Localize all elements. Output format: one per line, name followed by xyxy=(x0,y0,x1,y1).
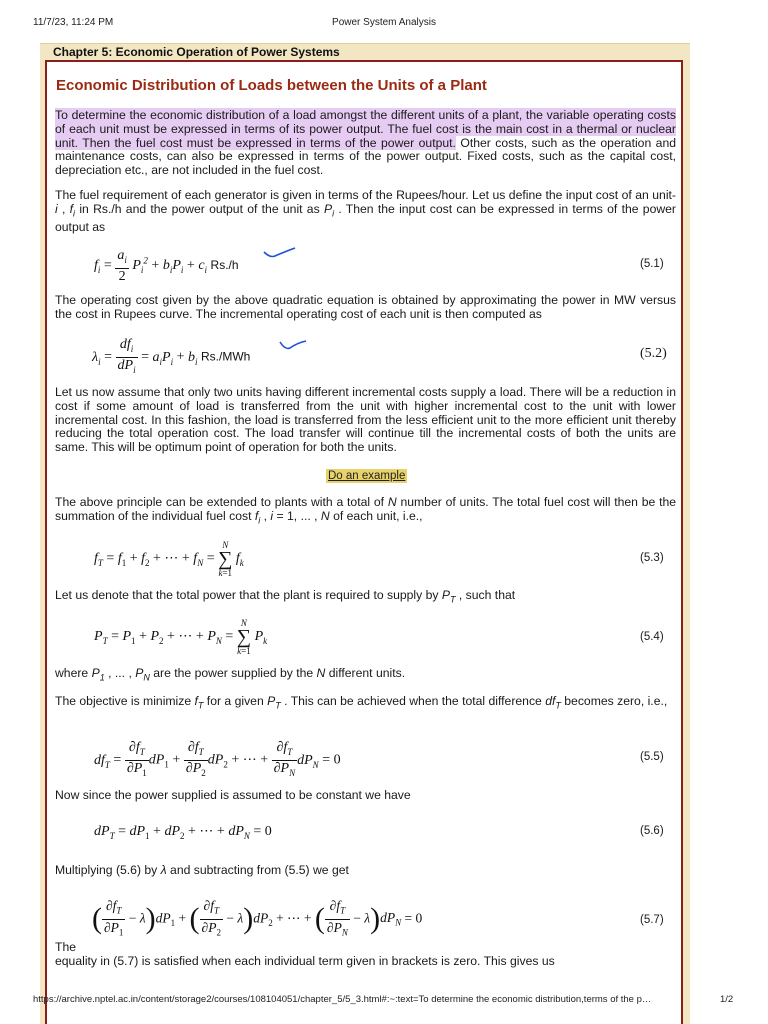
equation-5-2: $\lambda_i$ = $\frac{df_i}{dP_i}$ = $a_iP_i + b_i$ Rs./MWh xyxy=(92,337,251,375)
chapter-bar xyxy=(40,43,690,60)
intro-rest: Other costs, such as the operation and maintenance costs, can also be expressed in terms of the power output. Fixed costs, such as the capital cost, depreciation etc., are not included in the fuel cost. xyxy=(55,135,676,178)
equation-5-4: $P_T = P_1 + P_2$ + ⋯ + $P_N$ = N ∑ k=1 $P_k$ xyxy=(94,618,268,656)
equation-5-5-number: (5.5) xyxy=(640,751,664,763)
constant-power-paragraph: Now since the power supplied is assumed to be constant we have xyxy=(55,788,411,802)
operating-cost-paragraph: The operating cost given by the above quadratic equation is obtained by approximating the power in MW versus the cost in Rupees curve. The incremental operating cost of each unit is then computed as xyxy=(55,293,676,321)
print-date: 11/7/23, 11:24 PM xyxy=(33,17,114,28)
equality-paragraph: equality in (5.7) is satisfied when each individual term given in brackets is zero. This gives us xyxy=(55,954,555,968)
equation-5-3-number: (5.3) xyxy=(640,552,664,564)
print-title: Power System Analysis xyxy=(332,17,436,28)
where-paragraph: where $P_1$ , ... , $P_N$ are the power supplied by the N different units. xyxy=(55,666,406,683)
do-an-example-link[interactable]: Do an example xyxy=(328,470,406,482)
chapter-title: Chapter 5: Economic Operation of Power Systems xyxy=(53,45,340,59)
two-units-paragraph: Let us now assume that only two units having different incremental costs supply a load. There will be a reduction in cost if some amount of load is transferred from the unit with higher incremental cost to the unit with lower incremental cost. In this fashion, the load is transferred from the less efficient unit to the more efficient unit thereby reducing the total operation cost. The load transfer will continue till the incremental costs of both the units are same. This will be optimum point of operation for both the units. xyxy=(55,385,676,455)
equation-5-6: $dP_T = dP_1 + dP_2$ + ⋯ + $dP_N = 0$ xyxy=(94,824,272,841)
section-title: Economic Distribution of Loads between the Units of a Plant xyxy=(56,77,487,94)
equation-5-1: $f_i$ = $\frac{a_i}{2}$ $P_i^2 + b_iP_i + c_i$ Rs./h xyxy=(94,248,239,284)
page-number: 1/2 xyxy=(720,994,734,1005)
objective-paragraph: The objective is minimize $f_T$ for a given $P_T$ . This can be achieved when the total difference $df_T$ becomes zero, i.e., xyxy=(55,694,668,711)
equation-5-7: ( $\frac{\partial f_T}{\partial P_1}$ − $\lambda)dP_1$ + ( $\frac{\partial f_T}{\partial P_2}$ − $\lambda)dP_2$ + ⋯ + ( $\frac{\partial f_T}{\partial P_N}$ − $\lambda)dP_N = 0$ xyxy=(92,898,423,938)
equation-5-2-unit: Rs./MWh xyxy=(201,349,251,364)
equation-5-4-number: (5.4) xyxy=(640,631,664,643)
equation-5-5: $df_T$ = $\frac{\partial f_T}{\partial P_1}$ $dP_1$ + $\frac{\partial f_T}{\partial P_2}$ $dP_2$ + ⋯ + $\frac{\partial f_T}{\partial P_N}$ $dP_N = 0$ xyxy=(94,740,341,778)
ink-checkmark-1 xyxy=(262,246,298,262)
intro-paragraph xyxy=(55,109,676,178)
equation-5-1-number: (5.1) xyxy=(640,258,664,270)
multiplying-paragraph: Multiplying (5.6) by λ and subtracting from (5.5) we get xyxy=(55,863,349,877)
equation-5-6-number: (5.6) xyxy=(640,825,664,837)
equality-label: The xyxy=(55,940,77,954)
equation-5-3: $f_T = f_1 + f_2$ + ⋯ + $f_N$ = N ∑ k=1 $f_k$ xyxy=(94,540,244,578)
equation-5-2-number: (5.2) xyxy=(640,346,667,361)
total-power-paragraph: Let us denote that the total power that the plant is required to supply by $P_T$ , such that xyxy=(55,588,516,605)
extension-paragraph: The above principle can be extended to plants with a total of N number of units. The total fuel cost will then be the summation of the individual fuel cost $f_i$ , i = 1, ... , N of each unit, i.e., xyxy=(55,495,677,526)
footer-url[interactable]: https://archive.nptel.ac.in/content/storage2/courses/108104051/chapter_5/5_3.html#:~:text=To determine the economic distribution,terms of the p… xyxy=(33,994,652,1005)
highlighted-text[interactable]: To determine the economic distribution of a load amongst the different units of a plant, the variable operating costs of each unit must be expressed in terms of its power output. The fuel cost is the main cost in a thermal or nuclear unit. Then the fuel cost must be expressed in terms of the power output. xyxy=(55,108,676,150)
fuel-requirement-paragraph: The fuel requirement of each generator is given in terms of the Rupees/hour. Let us define the input cost of an unit- i , $f_i$ in Rs./h and the power output of the unit as $P_i$ . Then the input cost can be expressed in terms of the power output as xyxy=(55,188,676,235)
print-header xyxy=(0,0,768,40)
equation-5-7-number: (5.7) xyxy=(640,914,664,926)
equation-5-1-unit: Rs./h xyxy=(210,258,239,273)
ink-checkmark-2 xyxy=(278,338,308,354)
